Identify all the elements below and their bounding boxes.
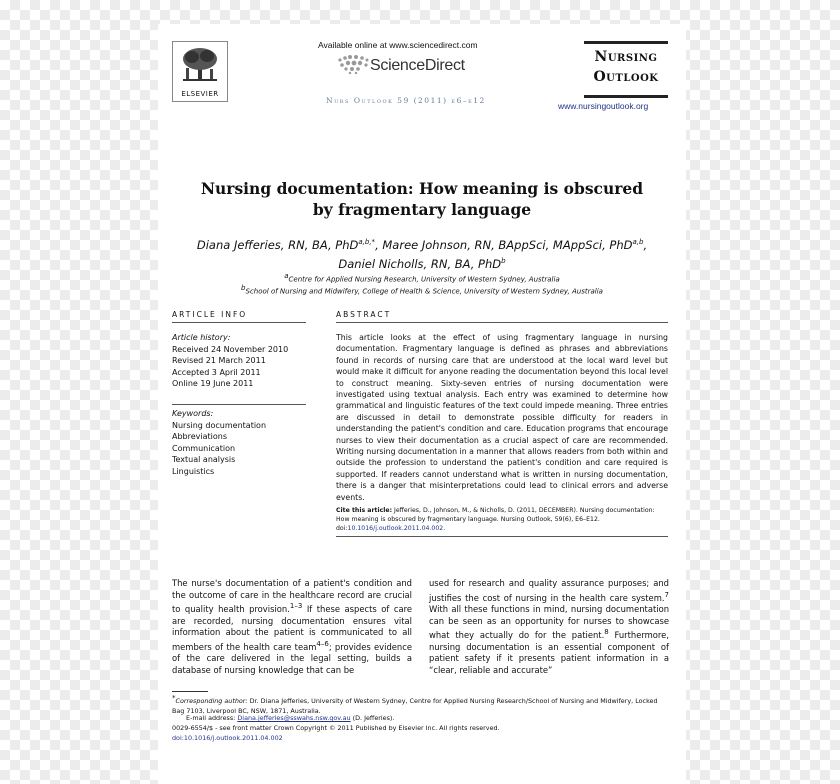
body-col1-b: If these aspects of care are recorded, nursing documentation ensures vital information about the patient is communicated to all members of the health care team: [172, 603, 412, 652]
keywords-label: Keywords:: [172, 409, 214, 418]
title-line1: Nursing documentation: How meaning is obscured: [200, 179, 644, 198]
online-date: Online 19 June 2011: [172, 379, 254, 388]
body-column-2: [429, 578, 669, 676]
author-2: Maree Johnson, RN, BAppSci, MAppSci, PhD: [382, 237, 633, 252]
ref-sup: 7: [664, 590, 669, 599]
elsevier-tree-icon: [180, 46, 220, 82]
abstract-heading: ABSTRACT: [336, 310, 392, 319]
author-1-sep: ,: [375, 237, 383, 252]
citation: [336, 506, 668, 533]
email-label: E-mail address:: [186, 714, 236, 722]
email-line: [186, 714, 682, 724]
keywords: [172, 408, 312, 477]
body-col1-a: The nurse's documentation of a patient's condition and the outcome of care in the healthcare record are crucial to quality health provision.: [172, 578, 412, 614]
body-col2-a: used for research and quality assurance purposes; and justifies the cost of nursing in the health care system.: [429, 578, 669, 603]
keywords-rule: [172, 404, 306, 405]
cite-doi-label: doi:: [336, 525, 348, 532]
author-2-affil: a,b: [632, 238, 644, 246]
title-line2: by fragmentary language: [312, 200, 532, 219]
article-info-rule: [172, 322, 306, 323]
elsevier-label: ELSEVIER: [181, 90, 219, 98]
affil-a-mark: a: [284, 272, 289, 280]
cite-text: Jefferies, D., Johnson, M., & Nicholls, D. (2011, DECEMBER). Nursing documentation: How meaning is obscured by fragmentary language. Nursing Outlook, 59(6), E6–E12.: [336, 507, 655, 523]
corresponding-author: [172, 694, 668, 716]
paper-page: [158, 24, 686, 784]
ref-sup: 8: [604, 628, 609, 637]
history-label: Article history:: [172, 333, 231, 342]
body-column-1: [172, 578, 412, 676]
author-2-sep: ,: [643, 237, 648, 252]
journal-logo-line2: Outlook: [593, 69, 659, 85]
authors: [158, 234, 686, 272]
body-col2-c: Furthermore, nursing documentation is an essential component of patient safety if it presents patient information in a “clear, reliable and accurate”: [429, 629, 669, 675]
keyword-item: Abbreviations: [172, 432, 228, 441]
author-1: Diana Jefferies, RN, BA, PhD: [196, 237, 359, 252]
affiliation-a: [158, 272, 686, 283]
abstract-rule: [336, 322, 668, 323]
article-history: [172, 332, 312, 390]
author-1-affil: a,b,*: [358, 238, 376, 246]
keyword-item: Linguistics: [172, 466, 215, 476]
sciencedirect-logo: ScienceDirect: [370, 57, 465, 74]
received-date: Received 24 November 2010: [172, 344, 289, 354]
copyright-line: 0029-6554/$ - see front matter Crown Copyright © 2011 Published by Elsevier Inc. All rights reserved.: [172, 724, 500, 732]
corr-text: Dr. Diana Jefferies, University of Western Sydney, Centre for Applied Nursing Research/School of Nursing and Midwifery, Locked Bag 7103, Liverpool BC, NSW, 1871, Australia.: [172, 697, 658, 715]
affil-a-text: Centre for Applied Nursing Research, University of Western Sydney, Australia: [288, 275, 560, 284]
abstract-bottom-rule: [336, 536, 668, 537]
affiliation-b: [158, 284, 686, 295]
body-col2-b: With all these functions in mind, nursing documentation can be seen as an opportunity for nurses to showcase what they actually do for the patient.: [429, 603, 669, 640]
corr-label: Corresponding author:: [175, 697, 248, 706]
footnote-rule: [172, 691, 208, 692]
journal-citation: Nurs Outlook 59 (2011) e6–e12: [326, 96, 486, 105]
article-title: [158, 178, 686, 220]
abstract-text: This article looks at the effect of using fragmentary language in nursing documentation. Fragmentary language is defined as phrases and abbreviations found in records of nursing care that are understood at the local ward level but would make it difficult for anyone reading the documentation beyond this local level to construct meaning. Sixty-seven entries of nursing documentation were investigated using textual analysis. Each entry was examined to determine how grammatical and linguistic features of the text could impede meaning. Three entries are discussed in detail to demonstrate possible difficulty for readers in understanding the patient's condition and care. Education programs that encourage nurses to view their documentation as a crucial aspect of care are recommended. Writing nursing documentation in a manner that allows readers from both within and outside the profession to understand the patient's condition and care required is supported. If readers cannot understand what is written in nursing documentation, there is a danger that misinterpretations could lead to clinical errors and adverse events.: [336, 333, 668, 502]
affil-b-text: School of Nursing and Midwifery, College of Health & Science, University of Western Sydney, Australia: [245, 287, 603, 296]
cite-label: Cite this article:: [336, 507, 393, 514]
doi-link[interactable]: doi:10.1016/j.outlook.2011.04.002: [172, 734, 283, 742]
keyword-item: Communication: [172, 443, 236, 453]
ref-sup: 1–3: [289, 602, 303, 611]
affil-b-mark: b: [241, 284, 246, 292]
revised-date: Revised 21 March 2011: [172, 356, 266, 365]
email-link[interactable]: Diana.jefferies@sswahs.nsw.gov.au: [237, 714, 351, 722]
author-3: Daniel Nicholls, RN, BA, PhD: [338, 256, 502, 271]
nursing-outlook-logo: [584, 41, 668, 98]
sciencedirect-dots-icon: [336, 54, 370, 74]
corr-mark: *: [172, 694, 176, 702]
keyword-item: Nursing documentation: [172, 420, 267, 430]
elsevier-logo: [172, 41, 228, 102]
author-3-affil: b: [501, 256, 506, 265]
journal-url[interactable]: www.nursingoutlook.org: [558, 101, 649, 111]
article-info-heading: ARTICLE INFO: [172, 310, 248, 319]
ref-sup: 4–6: [316, 639, 329, 648]
available-online: Available online at www.sciencedirect.com: [318, 40, 478, 50]
journal-logo-line1: Nursing: [594, 49, 658, 65]
cite-doi-link[interactable]: 10.1016/j.outlook.2011.04.002.: [347, 525, 446, 532]
body-col1-c: ; provides evidence of the care delivered in the legal setting, builds a database of nursing knowledge that can be: [172, 641, 412, 675]
keyword-item: Textual analysis: [172, 455, 236, 464]
email-suffix: (D. Jefferies).: [350, 714, 395, 722]
accepted-date: Accepted 3 April 2011: [172, 367, 261, 377]
